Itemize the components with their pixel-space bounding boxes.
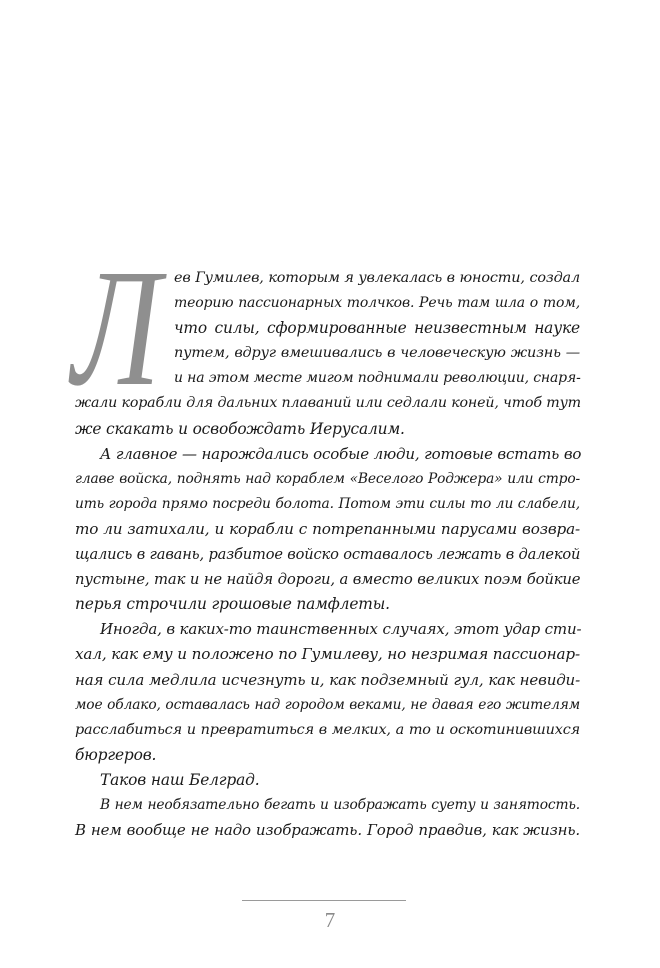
text-line: А главное — нарождались особые люди, готовые встать во: [100, 444, 582, 463]
body-text: [75, 266, 580, 843]
text-line: перья строчили грошовые памфлеты.: [75, 595, 390, 614]
text-line: теорию пассионарных толчков. Речь там шла о том,: [174, 295, 580, 312]
text-line: же скакать и освобождать Иерусалим.: [75, 419, 405, 438]
text-line: то ли затихали, и корабли с потрепанными парусами возвра-: [75, 519, 580, 538]
text-line: Таков наш Белград.: [100, 770, 260, 789]
text-line: В нем необязательно бегать и изображать суету и занятость.: [100, 796, 580, 813]
text-line: что силы, сформированные неизвестным науке: [174, 319, 580, 338]
text-line: расслабиться и превратиться в мелких, а то и оскотинившихся: [75, 721, 580, 738]
text-line: бюргеров.: [75, 745, 157, 764]
text-line: путем, вдруг вмешивались в человеческую жизнь —: [174, 345, 580, 362]
text-line: хал, как ему и положено по Гумилеву, но незримая пассионар-: [75, 645, 580, 664]
footer-divider: [242, 900, 406, 901]
text-line: жали корабли для дальних плаваний или седлали коней, чтоб тут: [75, 395, 581, 412]
page-number: 7: [324, 908, 336, 932]
text-line: главе войска, поднять над кораблем «Веселого Роджера» или стро-: [75, 470, 580, 487]
text-line: ев Гумилев, которым я увлекалась в юности, создал: [174, 270, 580, 286]
text-line: ить города прямо посреди болота. Потом эти силы то ли слабели,: [75, 495, 580, 512]
text-line: щались в гавань, разбитое войско оставалось лежать в далекой: [75, 546, 581, 564]
drop-cap-letter: Л: [72, 235, 161, 421]
text-line: Иногда, в каких-то таинственных случаях, этот удар сти-: [100, 620, 582, 639]
text-line: ная сила медлила исчезнуть и, как подземный гул, как невиди-: [75, 670, 580, 689]
text-line: мое облако, оставалась над городом веками, не давая его жителям: [75, 696, 580, 713]
text-line: пустыне, так и не найдя дороги, а вместо великих поэм бойкие: [75, 571, 581, 589]
text-line: и на этом месте мигом поднимали революции, снаря-: [174, 370, 581, 387]
text-line: В нем вообще не надо изображать. Город правдив, как жизнь.: [75, 821, 580, 840]
